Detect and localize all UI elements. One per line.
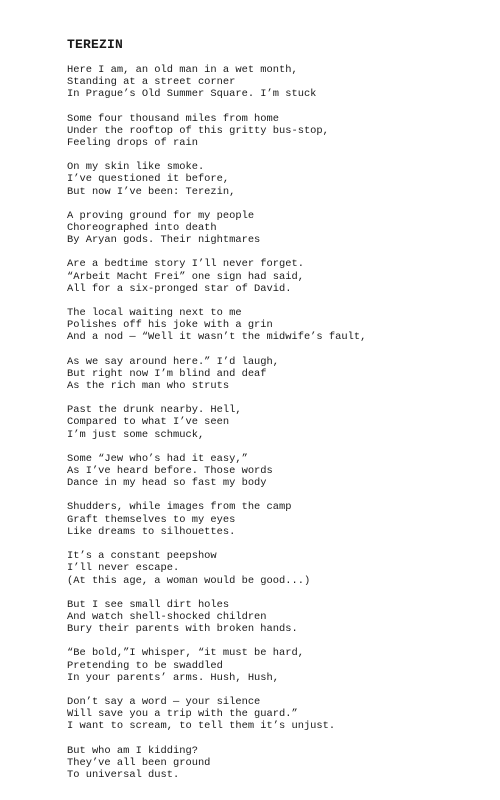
poem-line: Past the drunk nearby. Hell,	[67, 404, 242, 417]
poem-line: Dance in my head so fast my body	[67, 477, 267, 490]
poem-line: Will save you a trip with the guard.”	[67, 708, 298, 721]
poem-line: As I’ve heard before. Those words	[67, 465, 273, 478]
poem-line: I’ll never escape.	[67, 562, 180, 575]
poem-line: And watch shell-shocked children	[67, 610, 267, 623]
poem-line: The local waiting next to me	[67, 307, 242, 320]
poem-line: (At this age, a woman would be good...)	[67, 574, 311, 587]
poem-line: I’m just some schmuck,	[67, 428, 205, 441]
poem-line: Here I am, an old man in a wet month,	[67, 64, 298, 76]
poem-line: I’ve questioned it before,	[67, 173, 230, 186]
poem-line: A proving ground for my people	[67, 209, 255, 222]
poem-line: Bury their parents with broken hands.	[67, 623, 298, 636]
stanza	[67, 258, 487, 295]
poem-line: Under the rooftop of this gritty bus-stop,	[67, 124, 329, 137]
poem-line: But I see small dirt holes	[67, 598, 230, 611]
stanza	[67, 501, 487, 538]
poem-line: Pretending to be swaddled	[67, 659, 223, 672]
stanza	[67, 696, 487, 733]
stanza	[67, 745, 487, 782]
poem-line: But right now I’m blind and deaf	[67, 367, 267, 380]
poem-line: I want to scream, to tell them it’s unjust.	[67, 720, 336, 733]
stanza	[67, 64, 487, 101]
poem-line: But now I’ve been: Terezin,	[67, 185, 236, 198]
stanza	[67, 113, 487, 150]
poem-line: As we say around here.” I’d laugh,	[67, 355, 280, 368]
poem-line: In your parents’ arms. Hush, Hush,	[67, 671, 280, 684]
stanza	[67, 356, 487, 393]
stanza	[67, 307, 487, 344]
stanza	[67, 161, 487, 198]
poem-line: But who am I kidding?	[67, 744, 198, 757]
poem-line: All for a six-pronged star of David.	[67, 282, 292, 295]
poem-line: Standing at a street corner	[67, 76, 236, 89]
stanza	[67, 550, 487, 587]
poem-line: And a nod — “Well it wasn’t the midwife’s fault,	[67, 331, 367, 344]
stanza	[67, 404, 487, 441]
poem-line: On my skin like smoke.	[67, 161, 205, 174]
poem-line: As the rich man who struts	[67, 380, 230, 393]
poem-line: Feeling drops of rain	[67, 137, 198, 150]
stanza	[67, 647, 487, 684]
stanza	[67, 210, 487, 247]
poem-line: By Aryan gods. Their nightmares	[67, 234, 261, 247]
poem-line: Polishes off his joke with a grin	[67, 319, 273, 332]
poem-line: To universal dust.	[67, 768, 180, 781]
poem-line: Choreographed into death	[67, 222, 217, 235]
stanza	[67, 599, 487, 636]
poem-line: “Arbeit Macht Frei” one sign had said,	[67, 270, 304, 283]
poem-line: Don’t say a word — your silence	[67, 695, 261, 708]
poem-page	[67, 38, 487, 793]
poem-line: Some four thousand miles from home	[67, 112, 280, 125]
poem-line: In Prague’s Old Summer Square. I’m stuck	[67, 88, 317, 101]
poem-line: Are a bedtime story I’ll never forget.	[67, 258, 304, 271]
poem-line: “Be bold,”I whisper, “it must be hard,	[67, 647, 304, 660]
poem-body	[67, 64, 487, 781]
poem-line: Like dreams to silhouettes.	[67, 525, 236, 538]
stanza	[67, 453, 487, 490]
poem-line: They’ve all been ground	[67, 756, 211, 769]
poem-line: Shudders, while images from the camp	[67, 501, 292, 514]
poem-title: TEREZIN	[67, 37, 124, 52]
poem-line: It’s a constant peepshow	[67, 550, 217, 563]
poem-line: Graft themselves to my eyes	[67, 513, 236, 526]
poem-line: Compared to what I’ve seen	[67, 416, 230, 429]
poem-line: Some “Jew who’s had it easy,”	[67, 452, 248, 465]
